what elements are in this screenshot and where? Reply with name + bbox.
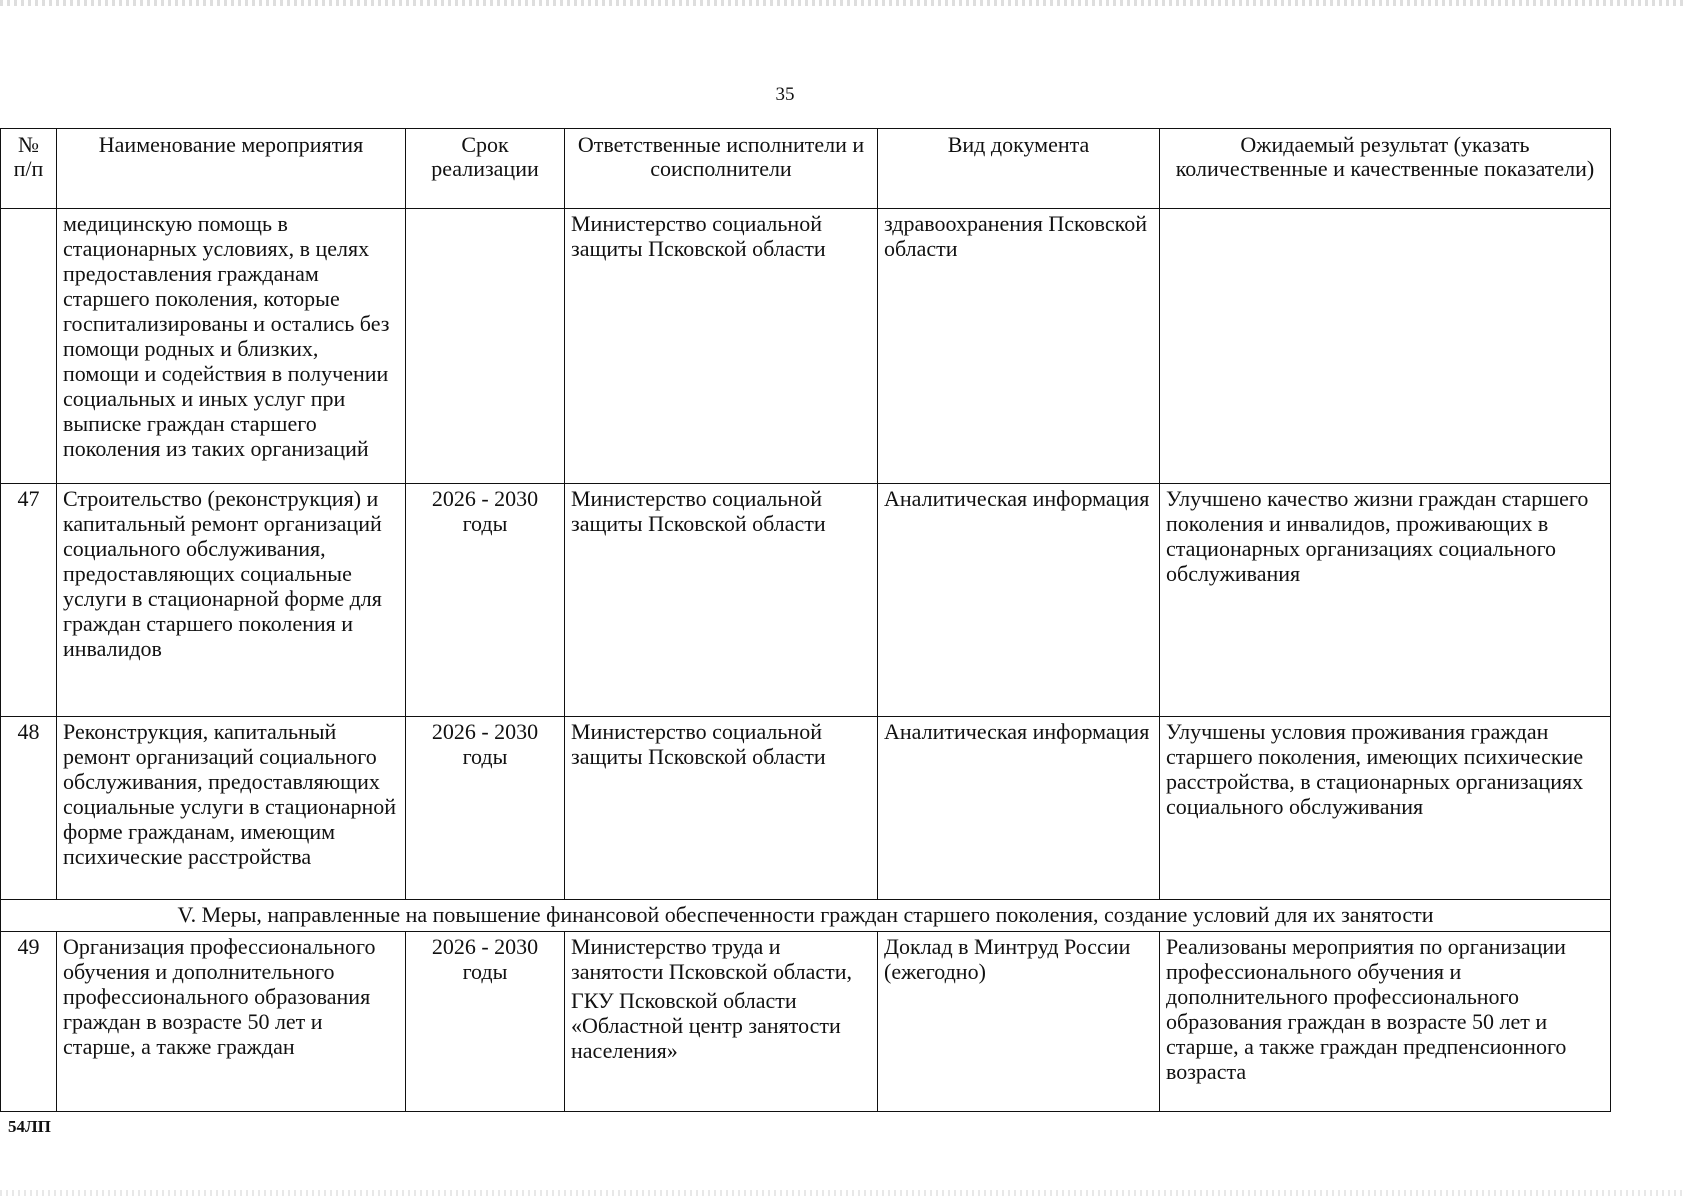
row-num: 49 (1, 932, 57, 1112)
row-name: Реконструкция, капитальный ремонт организаций социального обслуживания, предоставляющих социальные услуги в стационарной форме гражданам, имеющим психические расстройства (57, 717, 406, 900)
header-result: Ожидаемый результат (указать количественные и качественные показатели) (1160, 129, 1611, 209)
executor-ministry: Министерство труда и занятости Псковской области, (571, 934, 853, 984)
row-executors (565, 932, 878, 1112)
row-num (1, 209, 57, 484)
header-doc-type: Вид документа (878, 129, 1160, 209)
row-executors: Министерство социальной защиты Псковской области (565, 717, 878, 900)
row-name: медицинскую помощь в стационарных условиях, в целях предоставления гражданам старшего поколения, которые госпитализированы и остались без помощи родных и близких, помощи и содействия в получении социальных и иных услуг при выписке граждан старшего поколения из таких организаций (57, 209, 406, 484)
row-doc-type: Доклад в Минтруд России (ежегодно) (878, 932, 1160, 1112)
measures-table (0, 128, 1611, 1112)
header-executors: Ответственные исполнители и соисполнители (565, 129, 878, 209)
table-row (1, 717, 1611, 900)
row-term (406, 209, 565, 484)
row-doc-type: Аналитическая информация (878, 484, 1160, 717)
row-executors: Министерство социальной защиты Псковской области (565, 484, 878, 717)
header-num: № п/п (1, 129, 57, 209)
row-result: Улучшено качество жизни граждан старшего поколения и инвалидов, проживающих в стационарных организациях социального обслуживания (1160, 484, 1611, 717)
row-term: 2026 - 2030 годы (406, 932, 565, 1112)
section-row (1, 900, 1611, 932)
header-name: Наименование мероприятия (57, 129, 406, 209)
document-code: 54ЛП (8, 1117, 51, 1136)
row-name: Строительство (реконструкция) и капитальный ремонт организаций социального обслуживания, предоставляющих социальные услуги в стационарной форме для граждан старшего поколения и инвалидов (57, 484, 406, 717)
executor-employment-center: ГКУ Псковской области «Областной центр занятости населения» (571, 988, 841, 1063)
row-num: 48 (1, 717, 57, 900)
page-number: 35 (775, 84, 795, 105)
section-title: V. Меры, направленные на повышение финансовой обеспеченности граждан старшего поколения, создание условий для их занятости (1, 900, 1611, 932)
row-term: 2026 - 2030 годы (406, 484, 565, 717)
table-row (1, 484, 1611, 717)
row-doc-type: Аналитическая информация (878, 717, 1160, 900)
row-result: Улучшены условия проживания граждан старшего поколения, имеющих психические расстройства, в стационарных организациях социального обслуживания (1160, 717, 1611, 900)
row-result (1160, 209, 1611, 484)
table-row (1, 209, 1611, 484)
row-num: 47 (1, 484, 57, 717)
scan-edge-top (0, 0, 1686, 6)
scan-edge-bottom (0, 1190, 1686, 1196)
header-term: Срок реализации (406, 129, 565, 209)
table-row (1, 932, 1611, 1112)
row-term: 2026 - 2030 годы (406, 717, 565, 900)
table-header-row (1, 129, 1611, 209)
row-doc-type: здравоохранения Псковской области (878, 209, 1160, 484)
row-executors: Министерство социальной защиты Псковской области (565, 209, 878, 484)
row-result: Реализованы мероприятия по организации профессионального обучения и дополнительного профессионального образования граждан в возрасте 50 лет и старше, а также граждан предпенсионного возраста (1160, 932, 1611, 1112)
row-name: Организация профессионального обучения и дополнительного профессионального образования граждан в возрасте 50 лет и старше, а также граждан (57, 932, 406, 1112)
